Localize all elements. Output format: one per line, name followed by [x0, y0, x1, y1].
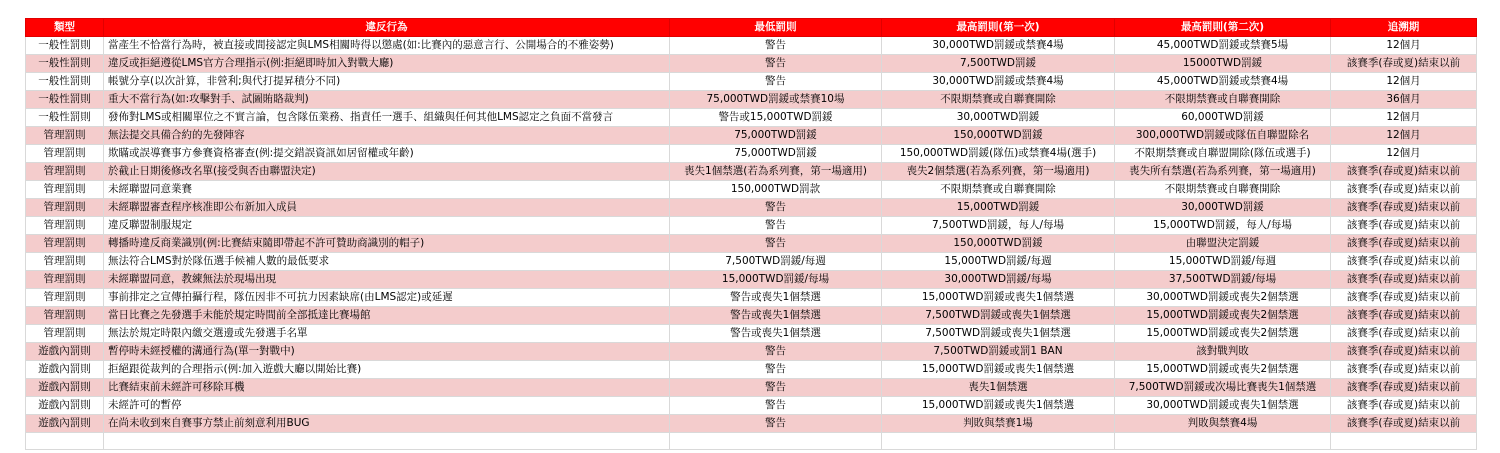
violation-cell[interactable]: 無法符合LMS對於隊伍選手候補人數的最低要求	[104, 253, 670, 271]
table-row	[26, 289, 1477, 307]
max-first-cell[interactable]: 7,500TWD罰鍰或喪失1個禁選	[882, 307, 1115, 325]
header-min-penalty: 最低罰則	[670, 19, 882, 37]
header-retroactive-period: 追溯期	[1331, 19, 1477, 37]
max-first-cell[interactable]: 7,500TWD罰鍰或喪失1個禁選	[882, 325, 1115, 343]
max-second-cell[interactable]: 15,000TWD罰鍰或喪失2個禁選	[1115, 361, 1331, 379]
violation-cell[interactable]: 未經聯盟同意，教練無法於現場出現	[104, 271, 670, 289]
max-second-cell[interactable]: 由聯盟決定罰鍰	[1115, 235, 1331, 253]
empty-cell[interactable]	[882, 433, 1115, 450]
max-second-cell[interactable]: 判敗與禁賽4場	[1115, 415, 1331, 433]
retro-cell[interactable]: 12個月	[1331, 127, 1477, 145]
max-first-cell[interactable]: 7,500TWD罰鍰或罰1 BAN	[882, 343, 1115, 361]
min-penalty-cell[interactable]: 警告	[670, 217, 882, 235]
max-second-cell[interactable]: 30,000TWD罰鍰	[1115, 199, 1331, 217]
violation-cell[interactable]: 違反聯盟制服規定	[104, 217, 670, 235]
retro-cell[interactable]: 12個月	[1331, 37, 1477, 55]
max-first-cell[interactable]: 15,000TWD罰鍰	[882, 199, 1115, 217]
max-first-cell[interactable]: 7,500TWD罰鍰，每人/每場	[882, 217, 1115, 235]
min-penalty-cell[interactable]: 喪失1個禁選(若為系列賽，第一場適用)	[670, 163, 882, 181]
max-first-cell[interactable]: 喪失1個禁選	[882, 379, 1115, 397]
violation-cell[interactable]: 重大不當行為(如:攻擊對手、試圖賄賂裁判)	[104, 91, 670, 109]
type-cell[interactable]: 管理罰則	[26, 145, 104, 163]
empty-row	[26, 433, 1477, 450]
spreadsheet	[25, 18, 1477, 450]
retro-cell[interactable]: 12個月	[1331, 73, 1477, 91]
violation-cell[interactable]: 轉播時違反商業識別(例:比賽結束隨即帶起不許可贊助商識別的帽子)	[104, 235, 670, 253]
min-penalty-cell[interactable]: 警告	[670, 55, 882, 73]
type-cell[interactable]: 一般性罰則	[26, 91, 104, 109]
header-type: 類型	[26, 19, 104, 37]
max-first-cell[interactable]: 15,000TWD罰鍰或喪失1個禁選	[882, 289, 1115, 307]
table-row	[26, 307, 1477, 325]
table-row	[26, 37, 1477, 55]
type-cell[interactable]: 管理罰則	[26, 271, 104, 289]
empty-cell[interactable]	[670, 433, 882, 450]
max-second-cell[interactable]: 15,000TWD罰鍰或喪失2個禁選	[1115, 325, 1331, 343]
max-first-cell[interactable]: 15,000TWD罰鍰/每週	[882, 253, 1115, 271]
max-second-cell[interactable]: 該對戰判敗	[1115, 343, 1331, 361]
max-first-cell[interactable]: 30,000TWD罰鍰	[882, 109, 1115, 127]
max-first-cell[interactable]: 判敗與禁賽1場	[882, 415, 1115, 433]
type-cell[interactable]: 管理罰則	[26, 253, 104, 271]
violation-cell[interactable]: 事前排定之宣傳拍攝行程，隊伍因非不可抗力因素缺席(由LMS認定)或延遲	[104, 289, 670, 307]
violation-cell[interactable]: 未經聯盟同意業賽	[104, 181, 670, 199]
type-cell[interactable]: 遊戲內罰則	[26, 397, 104, 415]
header-max-penalty-first: 最高罰則(第一次)	[882, 19, 1115, 37]
table-row	[26, 361, 1477, 379]
type-cell[interactable]: 管理罰則	[26, 163, 104, 181]
type-cell[interactable]: 管理罰則	[26, 325, 104, 343]
retro-cell[interactable]: 該賽季(春或夏)結束以前	[1331, 163, 1477, 181]
max-first-cell[interactable]: 150,000TWD罰鍰	[882, 235, 1115, 253]
max-second-cell[interactable]: 15,000TWD罰鍰/每週	[1115, 253, 1331, 271]
max-first-cell[interactable]: 不限期禁賽或自聯賽開除	[882, 91, 1115, 109]
type-cell[interactable]: 一般性罰則	[26, 73, 104, 91]
retro-cell[interactable]: 該賽季(春或夏)結束以前	[1331, 289, 1477, 307]
min-penalty-cell[interactable]: 警告或喪失1個禁選	[670, 307, 882, 325]
min-penalty-cell[interactable]: 警告或喪失1個禁選	[670, 289, 882, 307]
type-cell[interactable]: 遊戲內罰則	[26, 361, 104, 379]
retro-cell[interactable]: 12個月	[1331, 145, 1477, 163]
max-first-cell[interactable]: 30,000TWD罰鍰/每場	[882, 271, 1115, 289]
min-penalty-cell[interactable]: 警告	[670, 37, 882, 55]
max-second-cell[interactable]: 不限期禁賽或自聯賽開除	[1115, 91, 1331, 109]
header-row	[26, 19, 1477, 37]
max-first-cell[interactable]: 不限期禁賽或自聯賽開除	[882, 181, 1115, 199]
violation-cell[interactable]: 拒絕跟從裁判的合理指示(例:加入遊戲大廳以開始比賽)	[104, 361, 670, 379]
type-cell[interactable]: 管理罰則	[26, 289, 104, 307]
empty-cell[interactable]	[1115, 433, 1331, 450]
retro-cell[interactable]: 12個月	[1331, 109, 1477, 127]
max-first-cell[interactable]: 喪失2個禁選(若為系列賽，第一場適用)	[882, 163, 1115, 181]
table-row	[26, 379, 1477, 397]
retro-cell[interactable]: 該賽季(春或夏)結束以前	[1331, 253, 1477, 271]
max-second-cell[interactable]: 15,000TWD罰鍰或喪失2個禁選	[1115, 307, 1331, 325]
retro-cell[interactable]: 該賽季(春或夏)結束以前	[1331, 307, 1477, 325]
empty-cell[interactable]	[104, 433, 670, 450]
type-cell[interactable]: 管理罰則	[26, 181, 104, 199]
retro-cell[interactable]: 該賽季(春或夏)結束以前	[1331, 199, 1477, 217]
max-second-cell[interactable]: 30,000TWD罰鍰或喪失2個禁選	[1115, 289, 1331, 307]
type-cell[interactable]: 管理罰則	[26, 307, 104, 325]
min-penalty-cell[interactable]: 警告	[670, 235, 882, 253]
max-second-cell[interactable]: 不限期禁賽或自聯賽開除	[1115, 181, 1331, 199]
max-second-cell[interactable]: 45,000TWD罰鍰或禁賽4場	[1115, 73, 1331, 91]
violation-cell[interactable]: 無法於規定時限內繳交選邊或先發選手名單	[104, 325, 670, 343]
table-row	[26, 181, 1477, 199]
retro-cell[interactable]: 該賽季(春或夏)結束以前	[1331, 397, 1477, 415]
table-row	[26, 271, 1477, 289]
type-cell[interactable]: 管理罰則	[26, 217, 104, 235]
min-penalty-cell[interactable]: 75,000TWD罰鍰	[670, 127, 882, 145]
max-second-cell[interactable]: 喪失所有禁選(若為系列賽，第一場適用)	[1115, 163, 1331, 181]
min-penalty-cell[interactable]: 警告	[670, 199, 882, 217]
violation-cell[interactable]: 帳號分享(以次計算，非營利;與代打提昇積分不同)	[104, 73, 670, 91]
violation-cell[interactable]: 比賽結束前未經許可移除耳機	[104, 379, 670, 397]
max-second-cell[interactable]: 15,000TWD罰鍰，每人/每場	[1115, 217, 1331, 235]
table-row	[26, 343, 1477, 361]
violation-cell[interactable]: 當產生不恰當行為時，被直接或間接認定與LMS相關時得以懲處(如:比賽內的惡意言行、公開場合的不雅姿勢)	[104, 37, 670, 55]
table-row	[26, 415, 1477, 433]
max-first-cell[interactable]: 150,000TWD罰鍰	[882, 127, 1115, 145]
empty-cell[interactable]	[1331, 433, 1477, 450]
violation-cell[interactable]: 當日比賽之先發選手未能於規定時間前全部抵達比賽場館	[104, 307, 670, 325]
min-penalty-cell[interactable]: 警告	[670, 379, 882, 397]
violation-cell[interactable]: 未經許可的暫停	[104, 397, 670, 415]
table-row	[26, 109, 1477, 127]
violation-cell[interactable]: 發佈對LMS或相關單位之不實言論，包含隊伍業務、指責任一選手、組織與任何其他LMS認定之負面不當發言	[104, 109, 670, 127]
retro-cell[interactable]: 該賽季(春或夏)結束以前	[1331, 235, 1477, 253]
max-second-cell[interactable]: 60,000TWD罰鍰	[1115, 109, 1331, 127]
max-second-cell[interactable]: 不限期禁賽或自聯盟開除(隊伍或選手)	[1115, 145, 1331, 163]
retro-cell[interactable]: 該賽季(春或夏)結束以前	[1331, 379, 1477, 397]
table-body	[26, 37, 1477, 450]
min-penalty-cell[interactable]: 150,000TWD罰款	[670, 181, 882, 199]
retro-cell[interactable]: 該賽季(春或夏)結束以前	[1331, 55, 1477, 73]
violation-cell[interactable]: 欺瞞或誤導賽事方參賽資格審查(例:提交錯誤資訊如居留權或年齡)	[104, 145, 670, 163]
min-penalty-cell[interactable]: 7,500TWD罰鍰/每週	[670, 253, 882, 271]
type-cell[interactable]: 遊戲內罰則	[26, 379, 104, 397]
retro-cell[interactable]: 該賽季(春或夏)結束以前	[1331, 181, 1477, 199]
max-second-cell[interactable]: 15000TWD罰鍰	[1115, 55, 1331, 73]
retro-cell[interactable]: 36個月	[1331, 91, 1477, 109]
violation-cell[interactable]: 違反或拒絕遵從LMS官方合理指示(例:拒絕即時加入對戰大廳)	[104, 55, 670, 73]
type-cell[interactable]: 管理罰則	[26, 127, 104, 145]
min-penalty-cell[interactable]: 警告	[670, 343, 882, 361]
min-penalty-cell[interactable]: 75,000TWD罰鍰或禁賽10場	[670, 91, 882, 109]
retro-cell[interactable]: 該賽季(春或夏)結束以前	[1331, 325, 1477, 343]
max-first-cell[interactable]: 150,000TWD罰鍰(隊伍)或禁賽4場(選手)	[882, 145, 1115, 163]
type-cell[interactable]: 遊戲內罰則	[26, 343, 104, 361]
table-row	[26, 397, 1477, 415]
max-second-cell[interactable]: 300,000TWD罰鍰或隊伍自聯盟除名	[1115, 127, 1331, 145]
table-row	[26, 163, 1477, 181]
type-cell[interactable]: 一般性罰則	[26, 37, 104, 55]
max-second-cell[interactable]: 37,500TWD罰鍰/每場	[1115, 271, 1331, 289]
violation-cell[interactable]: 暫停時未經授權的溝通行為(單一對戰中)	[104, 343, 670, 361]
retro-cell[interactable]: 該賽季(春或夏)結束以前	[1331, 271, 1477, 289]
max-first-cell[interactable]: 7,500TWD罰鍰	[882, 55, 1115, 73]
min-penalty-cell[interactable]: 警告或喪失1個禁選	[670, 325, 882, 343]
type-cell[interactable]: 遊戲內罰則	[26, 415, 104, 433]
header-violation: 違反行為	[104, 19, 670, 37]
table-row	[26, 235, 1477, 253]
table-row	[26, 55, 1477, 73]
min-penalty-cell[interactable]: 75,000TWD罰鍰	[670, 145, 882, 163]
type-cell[interactable]: 一般性罰則	[26, 55, 104, 73]
retro-cell[interactable]: 該賽季(春或夏)結束以前	[1331, 415, 1477, 433]
min-penalty-cell[interactable]: 警告	[670, 73, 882, 91]
type-cell[interactable]: 管理罰則	[26, 199, 104, 217]
min-penalty-cell[interactable]: 15,000TWD罰鍰/每場	[670, 271, 882, 289]
table-row	[26, 145, 1477, 163]
max-first-cell[interactable]: 15,000TWD罰鍰或喪失1個禁選	[882, 361, 1115, 379]
retro-cell[interactable]: 該賽季(春或夏)結束以前	[1331, 361, 1477, 379]
retro-cell[interactable]: 該賽季(春或夏)結束以前	[1331, 217, 1477, 235]
table-row	[26, 199, 1477, 217]
table-row	[26, 127, 1477, 145]
table-row	[26, 217, 1477, 235]
max-second-cell[interactable]: 7,500TWD罰鍰或次場比賽喪失1個禁選	[1115, 379, 1331, 397]
violation-cell[interactable]: 未經聯盟審查程序核准即公布新加入成員	[104, 199, 670, 217]
empty-cell[interactable]	[26, 433, 104, 450]
type-cell[interactable]: 管理罰則	[26, 235, 104, 253]
max-first-cell[interactable]: 15,000TWD罰鍰或喪失1個禁選	[882, 397, 1115, 415]
min-penalty-cell[interactable]: 警告或15,000TWD罰鍰	[670, 109, 882, 127]
table-row	[26, 253, 1477, 271]
table-row	[26, 325, 1477, 343]
table-row	[26, 91, 1477, 109]
header-max-penalty-second: 最高罰則(第二次)	[1115, 19, 1331, 37]
violation-cell[interactable]: 於截止日期後修改名單(接受與否由聯盟決定)	[104, 163, 670, 181]
min-penalty-cell[interactable]: 警告	[670, 415, 882, 433]
type-cell[interactable]: 一般性罰則	[26, 109, 104, 127]
min-penalty-cell[interactable]: 警告	[670, 361, 882, 379]
violation-cell[interactable]: 無法提交具備合約的先發陣容	[104, 127, 670, 145]
min-penalty-cell[interactable]: 警告	[670, 397, 882, 415]
violation-cell[interactable]: 在尚未收到來自賽事方禁止前刻意利用BUG	[104, 415, 670, 433]
max-second-cell[interactable]: 45,000TWD罰鍰或禁賽5場	[1115, 37, 1331, 55]
max-first-cell[interactable]: 30,000TWD罰鍰或禁賽4場	[882, 73, 1115, 91]
max-second-cell[interactable]: 30,000TWD罰鍰或喪失1個禁選	[1115, 397, 1331, 415]
table-row	[26, 73, 1477, 91]
max-first-cell[interactable]: 30,000TWD罰鍰或禁賽4場	[882, 37, 1115, 55]
penalty-table	[25, 18, 1477, 450]
retro-cell[interactable]: 該賽季(春或夏)結束以前	[1331, 343, 1477, 361]
